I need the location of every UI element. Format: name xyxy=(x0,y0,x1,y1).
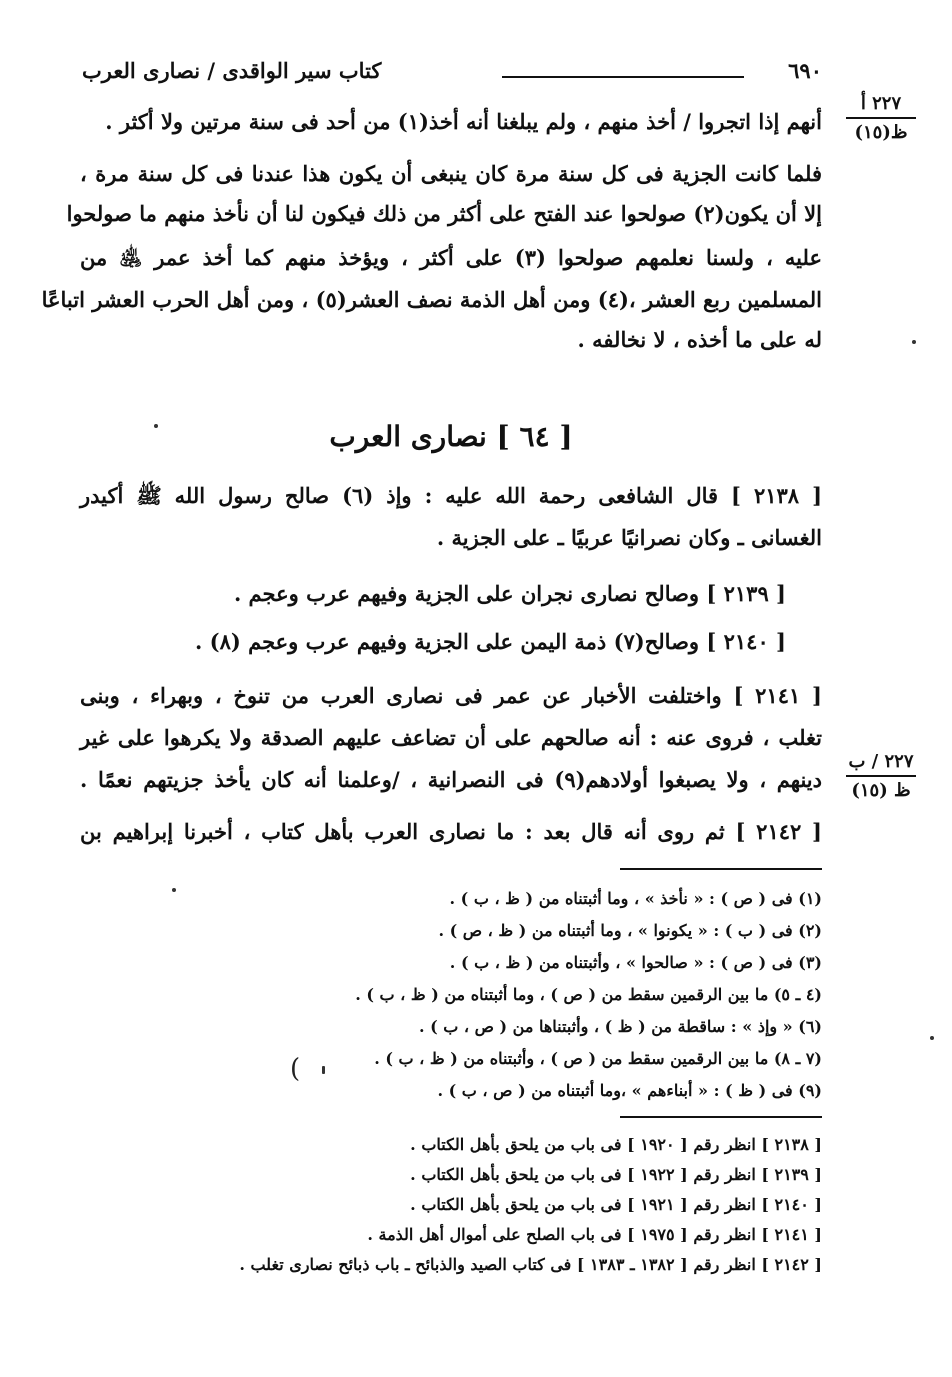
margin-folio-ref xyxy=(846,750,916,803)
text-line: عليه ، ولسنا نعلمهم صولحوا (٣) على أكثر ، ويؤخذ منهم كما أخذ عمر ﵁ من xyxy=(80,245,822,270)
text-line: له على ما أخذه ، لا نخالفه . xyxy=(577,327,822,352)
footnote: (٤ ـ ٥) ما بين الرقمين سقط من ( ص ) ، وما أثبتناه من ( ظ ، ب ) . xyxy=(355,985,822,1004)
speck xyxy=(930,1036,934,1040)
folio-number: ٢٢٧ / ب xyxy=(846,750,916,777)
footnote-rule xyxy=(620,868,822,870)
cross-reference: [ ٢١٤١ ] انظر رقم [ ١٩٧٥ ] فى باب الصلح على أموال أهل الذمة . xyxy=(367,1225,822,1244)
speck xyxy=(154,424,158,428)
text-line: [ ٢١٤٢ ] ثم روى أنه قال بعد : ما نصارى العرب بأهل كتاب ، أخبرنا إبراهيم بن xyxy=(80,819,822,844)
running-header xyxy=(82,56,822,96)
text-line: دينهم ، ولا يصبغوا أولادهم(٩) فى النصرانية ، /وعلمنا أنه كان يأخذ جزيتهم نعمًا . xyxy=(80,767,822,792)
pen-mark xyxy=(322,1066,325,1074)
text-line: تغلب ، فروى عنه : أنه صالحهم على أن تضاعف عليهم الصدقة ولا يكرهوا على غير xyxy=(80,725,822,750)
text-line: الغسانى ـ وكان نصرانيًا عربيًا ـ على الجزية . xyxy=(436,525,822,550)
text-line: [ ٢١٤٠ ] وصالح(٧) ذمة اليمن على الجزية وفيهم عرب وعجم (٨) . xyxy=(195,629,786,654)
footnote: (٩) فى ( ظ ) : « أبناءهم » ،وما أثبتناه من ( ص ، ب ) . xyxy=(437,1081,822,1100)
footnote: (٢) فى ( ب ) : « يكونوا » ، وما أثبتناه من ( ظ ، ص ) . xyxy=(438,921,822,940)
footnote: (١) فى ( ص ) : « نأخذ » ، وما أثبتناه من ( ظ ، ب ) . xyxy=(449,889,822,908)
text-line: إلا أن يكون(٢) صولحوا عند الفتح على أكثر من ذلك فيكون لنا أن نأخذ منهم ما صولحوا xyxy=(66,201,822,226)
speck xyxy=(912,340,916,344)
text-line: أنهم إذا اتجروا / أخذ منهم ، ولم يبلغنا أنه أخذ(١) من أحد فى سنة مرتين ولا أكثر . xyxy=(105,109,822,134)
margin-folio-ref xyxy=(846,92,916,145)
text-line: [ ٢١٤١ ] واختلفت الأخبار عن عمر فى نصارى العرب من تنوخ ، وبهراء ، وبنى xyxy=(80,683,822,708)
cross-reference: [ ٢١٣٨ ] انظر رقم [ ١٩٢٠ ] فى باب من يلحق بأهل الكتاب . xyxy=(410,1135,822,1154)
text-line: [ ٢١٣٩ ] وصالح نصارى نجران على الجزية وفيهم عرب وعجم . xyxy=(233,581,786,606)
text-line: [ ٢١٣٨ ] قال الشافعى رحمة الله عليه : وإذ (٦) صالح رسول الله ﷺ أكيدر xyxy=(80,483,823,508)
footnote: (٦) « وإذ » : ساقطة من ( ظ ) ، وأثبتناها من ( ص ، ب ) . xyxy=(418,1017,822,1036)
section-heading: [ ٦٤ ] نصارى العرب xyxy=(329,420,573,453)
header-rule xyxy=(502,76,744,78)
reference-rule xyxy=(620,1116,822,1118)
text-line: المسلمين ربع العشر ،(٤) ومن أهل الذمة نصف العشر(٥) ، ومن أهل الحرب العشر اتباعًا xyxy=(41,287,822,312)
page-number: ٦٩٠ xyxy=(788,58,822,83)
footnote: (٧ ـ ٨) ما بين الرقمين سقط من ( ص ) ، وأثبتناه من ( ظ ، ب ) . xyxy=(374,1049,822,1068)
text-line: فلما كانت الجزية فى كل سنة مرة كان ينبغى أن يكون هذا عندنا فى كل سنة مرة ، xyxy=(80,161,822,186)
footnote: (٣) فى ( ص ) : « صالحوا » ، وأثبتناه من ( ظ ، ب ) . xyxy=(449,953,822,972)
cross-reference: [ ٢١٤٠ ] انظر رقم [ ١٩٢١ ] فى باب من يلحق بأهل الكتاب . xyxy=(410,1195,822,1214)
running-title: كتاب سير الواقدى / نصارى العرب xyxy=(82,58,382,83)
speck xyxy=(172,888,176,892)
folio-number: ٢٢٧ أ xyxy=(846,92,916,119)
cross-reference: [ ٢١٣٩ ] انظر رقم [ ١٩٢٢ ] فى باب من يلحق بأهل الكتاب . xyxy=(410,1165,822,1184)
pen-mark: ( xyxy=(290,1054,301,1084)
manuscript-siglum: ظ(١٥) xyxy=(854,122,908,144)
manuscript-siglum: ظ (١٥) xyxy=(851,780,911,802)
cross-reference: [ ٢١٤٢ ] انظر رقم [ ١٣٨٢ ـ ١٣٨٣ ] فى كتاب الصيد والذبائح ـ باب ذبائح نصارى تغلب . xyxy=(239,1255,822,1274)
